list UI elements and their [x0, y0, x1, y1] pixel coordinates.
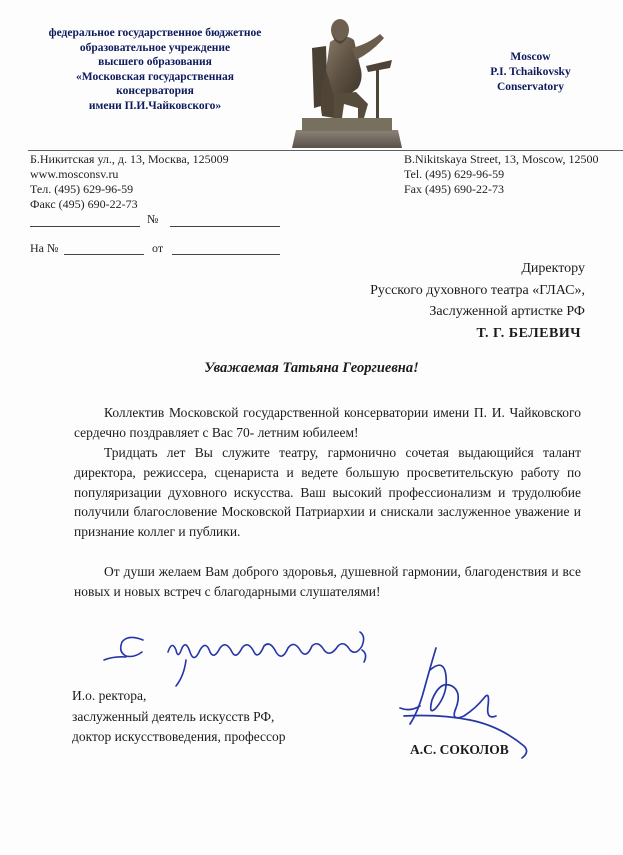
- phone-en: Tel. (495) 629-96-59: [404, 167, 505, 181]
- signatory-title-line: И.о. ректора,: [72, 688, 147, 703]
- website-link: www.mosconsv.ru: [30, 167, 119, 181]
- outgoing-number-blank: [170, 226, 280, 227]
- signatory-name: А.С. СОКОЛОВ: [410, 742, 509, 757]
- reply-prefix: На №: [30, 241, 59, 255]
- address-en: B.Nikitskaya Street, 13, Moscow, 12500: [404, 152, 599, 166]
- recipient-name: Т. Г. БЕЛЕВИЧ: [476, 325, 581, 341]
- letterhead-russian: [20, 26, 290, 113]
- letterhead-en-line: P.I. Tchaikovsky: [490, 66, 571, 78]
- signatory-title-line: доктор искусствоведения, профессор: [72, 729, 286, 744]
- letterhead-ru-line: консерватория: [116, 85, 194, 97]
- tchaikovsky-monument-icon: [288, 8, 406, 148]
- letterhead-english: [468, 50, 593, 95]
- recipient-title: Заслуженной артистке РФ: [429, 304, 585, 319]
- letterhead-en-line: Moscow: [510, 51, 551, 63]
- number-sign: №: [147, 212, 159, 226]
- body-paragraph-2: Тридцать лет Вы служите театру, гармонично сочетая выдающийся талант директора, режиссера, сценариста и ведете большую просветительскую работу по популяризации духовного искусства. Ваш высокий профессионализм и трудолюбие получили благословение Московской Патриархии и снискали заслуженное уважение и признание коллег и публики.: [74, 445, 581, 540]
- fax-en: Fax (495) 690-22-73: [404, 182, 504, 196]
- letterhead-ru-line: образовательное учреждение: [79, 41, 231, 54]
- recipient-position: Директору: [521, 261, 585, 276]
- reply-date-blank: [172, 254, 280, 255]
- letterhead-ru-line: федеральное государственное бюджетное: [48, 27, 262, 39]
- letterhead-ru-line: высшего образования: [98, 56, 212, 68]
- body-paragraph-1: Коллектив Московской государственной консерватории имени П. И. Чайковского сердечно поздравляет с Вас 70- летним юбилеем!: [74, 405, 581, 440]
- contacts-russian: [30, 152, 229, 212]
- header-divider: [28, 150, 623, 151]
- fax-ru: Факс (495) 690-22-73: [30, 197, 138, 211]
- handwritten-closing: [104, 632, 366, 686]
- signatory-title: [72, 686, 286, 748]
- salutation: Уважаемая Татьяна Георгиевна!: [204, 360, 419, 376]
- recipient-block: [370, 258, 585, 344]
- reply-from-word: от: [152, 241, 164, 255]
- phone-ru: Тел. (495) 629-96-59: [30, 182, 134, 196]
- reply-number-blank: [64, 254, 144, 255]
- address-ru: Б.Никитская ул., д. 13, Москва, 125009: [30, 152, 229, 166]
- signatory-title-line: заслуженный деятель искусств РФ,: [72, 708, 275, 724]
- contacts-english: [404, 152, 599, 197]
- body-paragraph-3: От души желаем Вам доброго здоровья, душевной гармонии, благоденствия и все новых и новых встреч с благодарными слушателями!: [74, 564, 581, 599]
- outgoing-date-blank: [30, 226, 140, 227]
- letterhead-ru-line: имени П.И.Чайковского»: [88, 99, 222, 112]
- letterhead-en-line: Conservatory: [496, 81, 565, 93]
- letterhead-ru-line: «Московская государственная: [76, 70, 234, 83]
- recipient-organization: Русского духовного театра «ГЛАС»,: [370, 282, 585, 298]
